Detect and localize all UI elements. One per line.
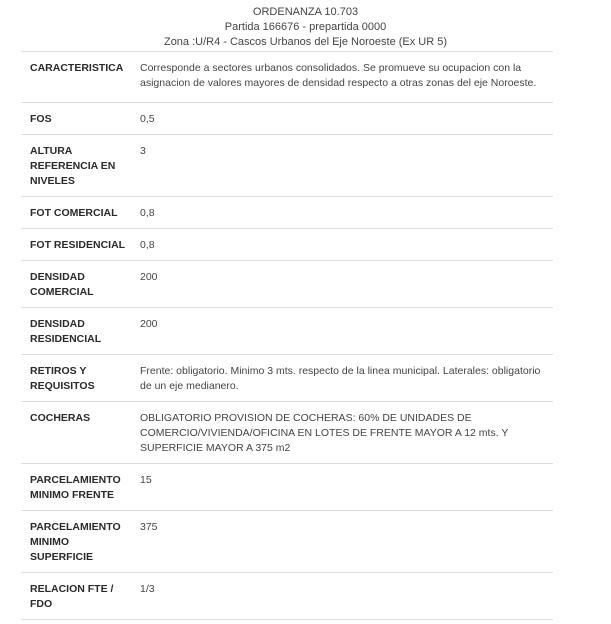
table-row (21, 355, 553, 402)
row-label: COCHERAS (30, 412, 91, 424)
table-row (21, 261, 553, 308)
table-row (21, 135, 553, 197)
row-value: Corresponde a sectores urbanos consolidados. Se promueve su ocupacion con la asignacion de valores mayores de densidad respecto a otras zonas del eje Noroeste. (140, 62, 537, 89)
row-label: FOT RESIDENCIAL (30, 239, 126, 251)
table-row (21, 573, 553, 620)
row-value: 200 (140, 271, 158, 283)
row-value: 15 (140, 474, 152, 486)
row-label: RETIROS Y REQUISITOS (30, 365, 95, 392)
row-label: DENSIDAD RESIDENCIAL (30, 318, 102, 345)
row-label: FOT COMERCIAL (30, 207, 118, 219)
row-label: PARCELAMIENTO MINIMO SUPERFICIE (30, 521, 121, 563)
row-value: 3 (140, 145, 146, 157)
zone-line: Zona :U/R4 - Cascos Urbanos del Eje Noroeste (Ex UR 5) (163, 36, 448, 48)
table-row (21, 511, 553, 573)
table-row (21, 308, 553, 355)
zoning-table (21, 51, 553, 620)
row-value: 200 (140, 318, 158, 330)
table-row (21, 464, 553, 511)
row-value: 0,8 (140, 239, 155, 251)
row-value: 0,8 (140, 207, 155, 219)
partida-line: Partida 166676 - prepartida 0000 (224, 21, 387, 33)
table-row (21, 52, 553, 103)
row-label: PARCELAMIENTO MINIMO FRENTE (30, 474, 121, 501)
row-value: 375 (140, 521, 158, 533)
row-value: OBLIGATORIO PROVISION DE COCHERAS: 60% DE UNIDADES DE COMERCIO/VIVIENDA/OFICINA EN LOTES DE FRENTE MAYOR A 12 mts. Y SUPERFICIE MAYOR A 375 m2 (140, 412, 509, 454)
row-value: 0,5 (140, 113, 155, 125)
table-row (21, 402, 553, 464)
table-row (21, 103, 553, 135)
row-label: DENSIDAD COMERCIAL (30, 271, 94, 298)
ordinance-title: ORDENANZA 10.703 (252, 6, 359, 18)
table-row (21, 197, 553, 229)
row-value: 1/3 (140, 583, 155, 595)
row-label: RELACION FTE / FDO (30, 583, 114, 610)
row-value: Frente: obligatorio. Minimo 3 mts. respecto de la linea municipal. Laterales: obligatorio de un eje medianero. (140, 365, 541, 392)
row-label: ALTURA REFERENCIA EN NIVELES (30, 145, 116, 187)
row-label: CARACTERISTICA (30, 62, 124, 74)
row-label: FOS (30, 113, 52, 125)
table-row (21, 229, 553, 261)
document-header (0, 0, 611, 47)
